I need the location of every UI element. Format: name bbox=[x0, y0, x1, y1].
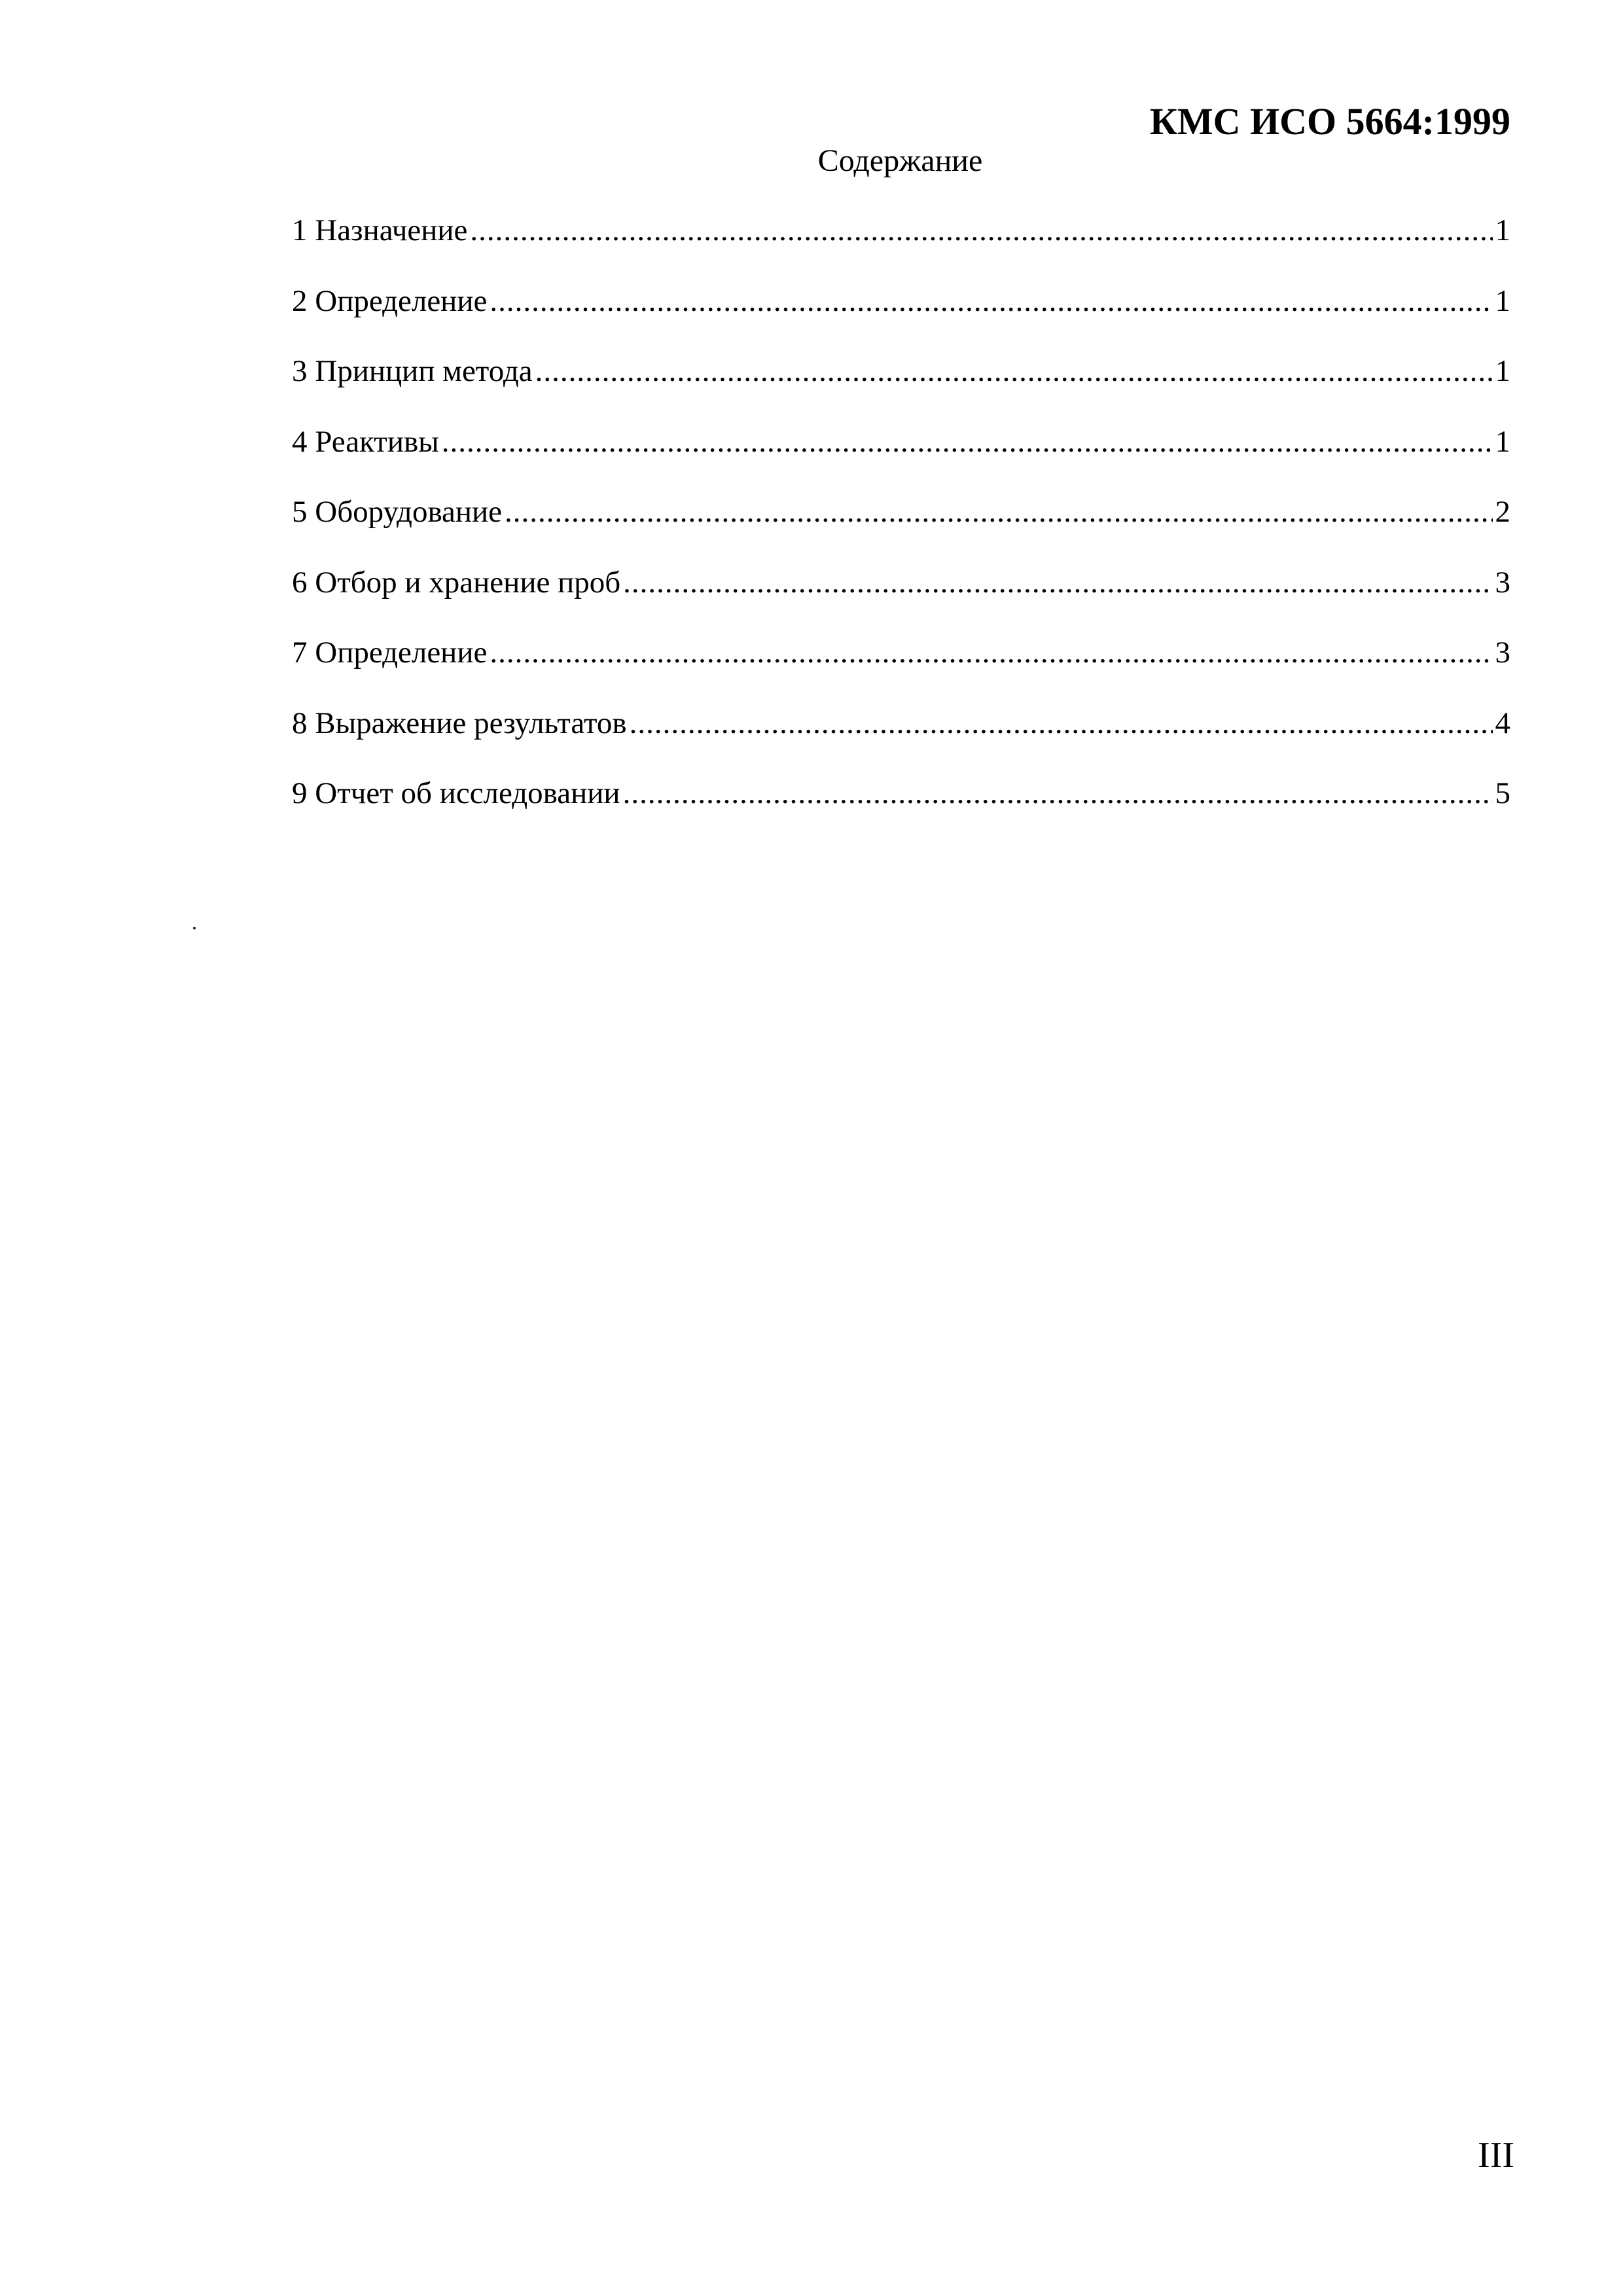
toc-entry bbox=[292, 211, 1510, 281]
toc-entry bbox=[292, 281, 1510, 352]
toc-entry bbox=[292, 351, 1510, 422]
toc-entry-text: 2 Определение bbox=[292, 283, 488, 318]
toc-entry-text: 6 Отбор и хранение проб bbox=[292, 565, 621, 600]
toc-entry-page: 5 bbox=[1495, 776, 1510, 810]
table-of-contents bbox=[292, 211, 1510, 844]
toc-entry-text: 8 Выражение результатов bbox=[292, 706, 627, 740]
toc-entry bbox=[292, 563, 1510, 634]
toc-entry bbox=[292, 704, 1510, 774]
toc-dot-leader bbox=[535, 351, 1493, 391]
toc-entry-page: 4 bbox=[1495, 706, 1510, 740]
toc-dot-leader bbox=[623, 774, 1493, 813]
toc-dot-leader bbox=[470, 211, 1492, 250]
toc-entry-page: 3 bbox=[1495, 636, 1510, 670]
toc-entry-text: 3 Принцип метода bbox=[292, 354, 533, 388]
toc-entry-page: 1 bbox=[1495, 424, 1510, 459]
toc-entry-page: 1 bbox=[1495, 213, 1510, 247]
toc-entry bbox=[292, 492, 1510, 563]
toc-entry-page: 2 bbox=[1495, 495, 1510, 529]
page-number: III bbox=[1478, 2135, 1514, 2176]
stray-mark bbox=[193, 927, 196, 929]
toc-entry bbox=[292, 633, 1510, 704]
toc-entry-text: 4 Реактивы bbox=[292, 424, 439, 459]
toc-entry-text: 1 Назначение bbox=[292, 213, 468, 247]
toc-dot-leader bbox=[505, 492, 1492, 531]
toc-title: Содержание bbox=[817, 143, 983, 178]
toc-entry-text: 5 Оборудование bbox=[292, 495, 503, 529]
toc-dot-leader bbox=[490, 281, 1492, 321]
toc-dot-leader bbox=[490, 633, 1492, 672]
toc-dot-leader bbox=[442, 422, 1493, 461]
toc-dot-leader bbox=[630, 704, 1493, 743]
toc-entry-page: 1 bbox=[1495, 354, 1510, 388]
toc-entry-text: 7 Определение bbox=[292, 636, 488, 670]
toc-entry-text: 9 Отчет об исследовании bbox=[292, 776, 620, 810]
toc-entry-page: 1 bbox=[1495, 283, 1510, 318]
toc-entry bbox=[292, 422, 1510, 493]
document-code: КМС ИСО 5664:1999 bbox=[1149, 100, 1510, 143]
toc-entry bbox=[292, 774, 1510, 844]
toc-dot-leader bbox=[623, 563, 1492, 602]
toc-entry-page: 3 bbox=[1495, 565, 1510, 600]
